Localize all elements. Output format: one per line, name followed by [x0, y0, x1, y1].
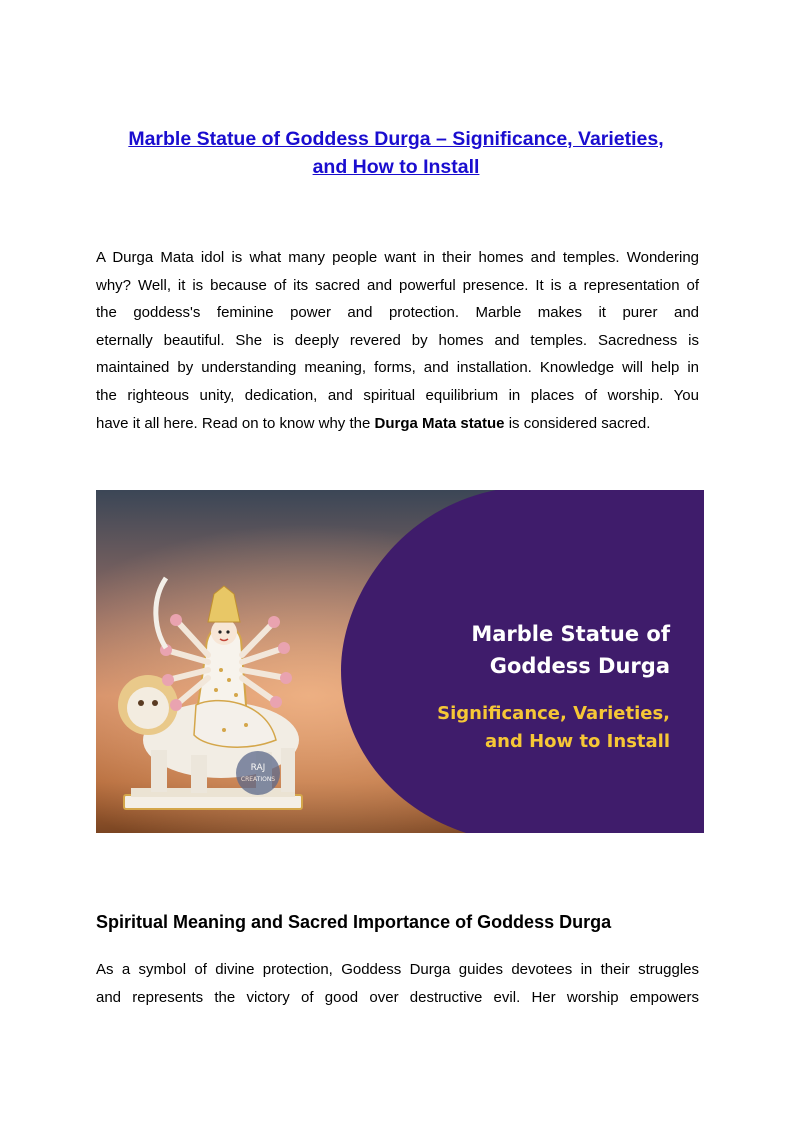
intro-paragraph [96, 244, 699, 437]
banner-title-line-2: Goddess Durga [489, 654, 670, 678]
banner-subtitle-line-2: and How to Install [485, 731, 670, 752]
title-line-2[interactable]: and How to Install [312, 156, 480, 178]
intro-line: the righteous unity, dedication, and spiritual equilibrium in places of worship. You [96, 386, 699, 404]
intro-line: maintained by understanding meaning, forms, and installation. Knowledge will help in [96, 359, 699, 377]
intro-line: A Durga Mata idol is what many people want in their homes and temples. Wondering [96, 249, 699, 266]
intro-text: is considered sacred. [504, 414, 651, 432]
section-heading: Spiritual Meaning and Sacred Importance of Goddess Durga [96, 912, 612, 932]
watermark-line-2: CREATIONS [240, 776, 276, 783]
banner-subtitle-line-1: Significance, Varieties, [437, 703, 670, 724]
durga-mata-statue-keyword: Durga Mata statue [374, 414, 505, 432]
banner-title [471, 618, 670, 682]
intro-line: eternally beautiful. She is deeply revered by homes and temples. Sacredness is [96, 331, 699, 349]
banner-title-line-1: Marble Statue of [471, 622, 670, 646]
raj-creations-watermark [236, 751, 280, 795]
intro-text: have it all here. Read on to know why the [96, 414, 375, 432]
intro-line: the goddess's feminine power and protection. Marble makes it purer and [96, 304, 699, 322]
intro-line-last [96, 410, 699, 438]
title-line-1[interactable]: Marble Statue of Goddess Durga – Significance, Varieties, [128, 128, 664, 150]
watermark-line-1: RAJ [250, 763, 266, 773]
banner-subtitle [437, 700, 670, 756]
section-paragraph [96, 956, 699, 1011]
document-title[interactable] [96, 125, 696, 181]
banner-image [96, 490, 704, 833]
intro-line: why? Well, it is because of its sacred and powerful presence. It is a representation of [96, 276, 699, 294]
section-line: As a symbol of divine protection, Goddess Durga guides devotees in their struggles [96, 961, 699, 978]
section-line: and represents the victory of good over destructive evil. Her worship empowers [96, 988, 699, 1006]
